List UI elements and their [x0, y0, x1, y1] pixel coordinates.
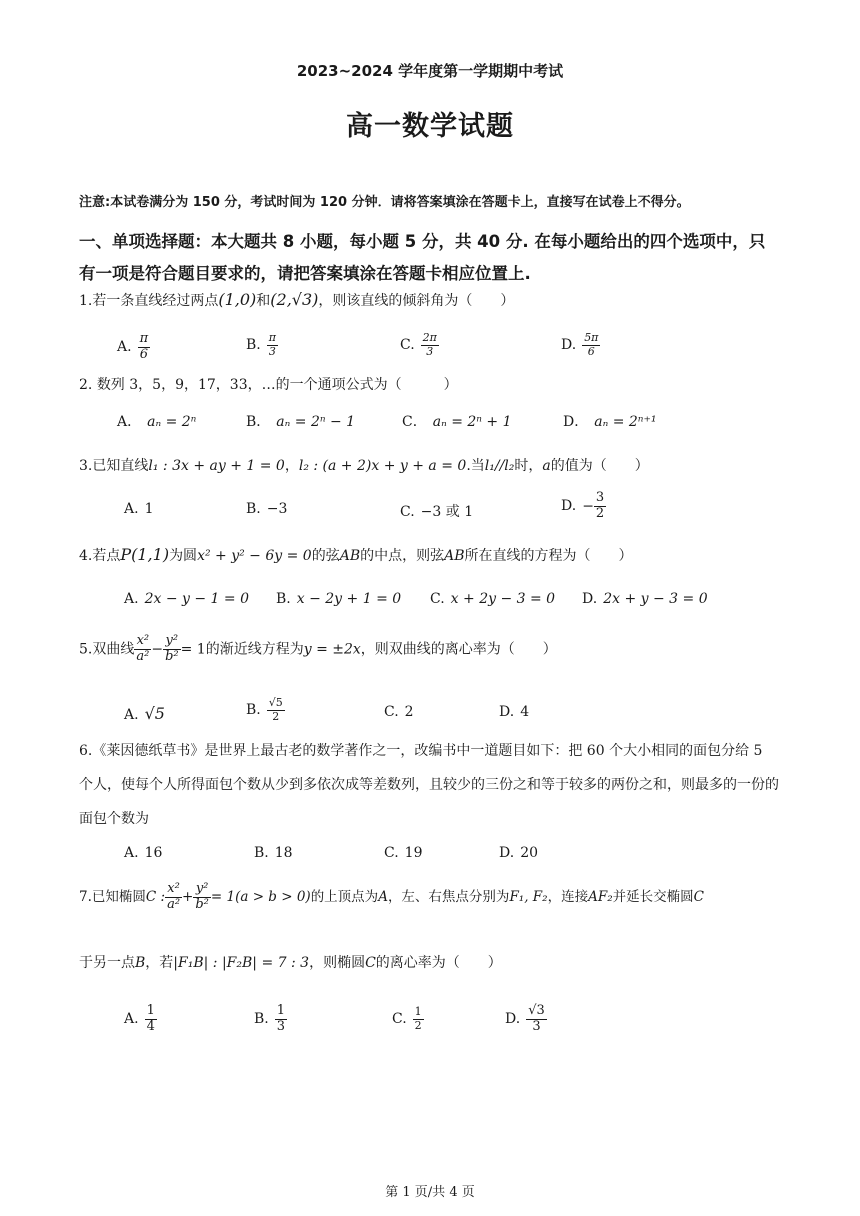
option-sign: −: [582, 498, 594, 515]
variable-a: a: [542, 458, 551, 474]
option-expression: 4: [520, 704, 530, 720]
option-label: D.: [582, 591, 598, 607]
option-label: B.: [254, 845, 269, 861]
q3-option-a[interactable]: [124, 501, 153, 517]
option-expression: 20: [520, 845, 539, 861]
option-numerator: √5: [268, 696, 283, 709]
question-1: [79, 290, 789, 310]
option-expression: x + 2y − 3 = 0: [450, 591, 556, 607]
q5-option-b[interactable]: [246, 697, 285, 723]
q7-option-a[interactable]: [124, 1004, 157, 1035]
exam-notice: 注意:本试卷满分为 150 分，考试时间为 120 分钟．请将答案填涂在答题卡上，直接写在试卷上不得分。: [79, 195, 690, 210]
option-label: D.: [561, 337, 577, 354]
q4-option-a[interactable]: [124, 591, 249, 607]
q4-option-b[interactable]: [276, 591, 401, 607]
fraction-denominator: a²: [167, 896, 181, 912]
question-text: 并延长交椭圆: [612, 888, 694, 905]
option-label: C．: [402, 414, 427, 430]
q2-option-d[interactable]: [563, 411, 656, 431]
question-7-line1: [79, 882, 789, 913]
equation-rhs: = 1: [180, 641, 206, 658]
option-expression: aₙ = 2ⁿ + 1: [432, 414, 512, 430]
option-denominator: 3: [426, 344, 434, 358]
option-denominator: 6: [139, 346, 148, 362]
equation-rhs: = 1(a > b > 0): [210, 888, 311, 905]
option-expression: 2x + y − 3 = 0: [603, 591, 708, 607]
fraction-denominator: b²: [165, 648, 179, 664]
option-label: D.: [499, 704, 515, 720]
option-expression: −3 或 1: [420, 504, 474, 520]
option-label: C.: [392, 1011, 407, 1028]
segment-af2: AF₂: [588, 888, 613, 905]
option-label: A．: [117, 414, 142, 430]
question-text: 为圆: [169, 548, 198, 564]
option-expression: 2x − y − 1 = 0: [144, 591, 249, 607]
line-l2-equation: l₂ : (a + 2)x + y + a = 0: [298, 458, 467, 474]
question-text: 的上顶点为: [310, 888, 379, 905]
question-text: 已知椭圆: [91, 888, 146, 905]
q6-option-d[interactable]: [499, 845, 538, 861]
question-text: 所在直线的方程为（ ）: [464, 548, 633, 564]
question-text: 的弦: [311, 548, 340, 564]
q7-option-b[interactable]: [254, 1004, 287, 1035]
option-denominator: 3: [276, 1018, 286, 1034]
ellipse-name: C :: [145, 888, 166, 905]
q6-option-b[interactable]: [254, 845, 293, 861]
point-a: A: [378, 888, 388, 905]
question-2: [79, 374, 789, 394]
question-text: ，则该直线的倾斜角为（ ）: [318, 293, 515, 309]
question-number: 3.: [79, 458, 93, 474]
ellipse-name: C: [693, 888, 704, 905]
question-text: 的值为（ ）: [550, 458, 649, 474]
option-expression: aₙ = 2ⁿ − 1: [276, 414, 356, 430]
option-label: D.: [505, 1011, 521, 1028]
question-text: ，: [284, 458, 299, 474]
option-expression: aₙ = 2ⁿ⁺¹: [594, 414, 657, 430]
point-1: (1,0): [218, 290, 257, 309]
option-label: A.: [124, 707, 139, 723]
question-text: 已知直线: [92, 458, 149, 474]
point-p: P(1,1): [120, 545, 170, 564]
foci: F₁, F₂: [509, 888, 548, 905]
question-7-line2: [79, 952, 789, 972]
question-number: 5.: [79, 641, 93, 658]
circle-equation: x² + y² − 6y = 0: [197, 548, 312, 564]
option-label: B.: [246, 337, 261, 354]
q5-option-a[interactable]: [124, 704, 165, 723]
question-text: 的渐近线方程为: [205, 641, 304, 658]
option-numerator: 5π: [584, 331, 599, 344]
ratio-condition: |F₁B| : |F₂B| = 7 : 3: [173, 955, 310, 971]
q5-option-c[interactable]: [384, 704, 414, 720]
option-denominator: 6: [587, 344, 595, 358]
option-expression: x − 2y + 1 = 0: [296, 591, 402, 607]
question-text: 数列 3，5，9，17，33，…的一个通项公式为（ ）: [96, 377, 458, 393]
question-text: ，连接: [547, 888, 589, 905]
question-number: 2.: [79, 377, 93, 393]
chord-ab: AB: [339, 548, 361, 564]
option-label: C.: [400, 504, 415, 520]
option-expression: −3: [266, 501, 288, 517]
option-numerator: 2π: [422, 331, 437, 344]
option-label: A.: [117, 339, 132, 356]
question-6: 6.《莱因德纸草书》是世界上最古老的数学著作之一，改编书中一道题目如下：把 60 个大小相同的面包分给 5 个人，使每个人所得面包个数从少到多依次成等差数列，且较少的三份之和等于较多的两份之和，则最多的一份的面包个数为: [79, 743, 779, 827]
question-number: 7.: [79, 888, 92, 905]
q7-option-d[interactable]: [505, 1004, 547, 1035]
q1-option-a[interactable]: [117, 332, 150, 363]
option-label: C.: [384, 704, 399, 720]
option-label: A.: [124, 501, 139, 517]
option-denominator: 2: [414, 1018, 422, 1032]
ellipse-name: C: [365, 955, 376, 971]
option-numerator: 1: [146, 1003, 155, 1018]
option-denominator: 2: [272, 709, 280, 723]
option-expression: aₙ = 2ⁿ: [147, 414, 197, 430]
parallel-condition: l₁//l₂: [484, 458, 515, 474]
q1-option-b[interactable]: [246, 332, 278, 358]
question-text: 的离心率为（ ）: [375, 955, 502, 971]
fraction-denominator: b²: [195, 896, 209, 912]
option-expression: 19: [404, 845, 423, 861]
question-4: [79, 545, 789, 565]
option-numerator: 3: [595, 490, 605, 505]
q1-option-d[interactable]: [561, 332, 600, 358]
fraction-numerator: y²: [193, 882, 211, 898]
question-text: 时，: [514, 458, 543, 474]
chord-ab: AB: [444, 548, 465, 564]
page-footer: 第 1 页/共 4 页: [385, 1185, 475, 1200]
question-text: ，左、右焦点分别为: [387, 888, 510, 905]
option-label: C.: [384, 845, 399, 861]
option-numerator: 1: [414, 1005, 422, 1018]
question-text: .当: [466, 458, 485, 474]
option-numerator: π: [268, 331, 276, 344]
section-heading-line2: 有一项是符合题目要求的，请把答案填涂在答题卡相应位置上.: [79, 264, 531, 283]
option-label: D．: [563, 414, 589, 430]
question-text: ，则双曲线的离心率为（ ）: [360, 641, 557, 658]
option-denominator: 3: [268, 344, 276, 358]
question-text: 若点: [92, 548, 121, 564]
question-text: ，则椭圆: [309, 955, 366, 971]
operator: −: [151, 641, 164, 658]
point-2: (2,√3): [270, 290, 319, 309]
question-5: [79, 634, 789, 665]
question-text: 和: [256, 293, 271, 309]
option-expression: √5: [144, 704, 165, 723]
q4-option-c[interactable]: [430, 591, 555, 607]
line-l1-equation: l₁ : 3x + ay + 1 = 0: [148, 458, 285, 474]
option-numerator: √3: [528, 1003, 545, 1018]
option-label: B.: [254, 1011, 269, 1028]
option-label: C.: [400, 337, 415, 354]
question-text: 于另一点: [79, 955, 135, 971]
exam-term-heading: 2023~2024 学年度第一学期期中考试: [296, 62, 564, 80]
option-label: C.: [430, 591, 445, 607]
question-3: [79, 455, 789, 475]
question-number: 4.: [79, 548, 93, 564]
fraction-denominator: a²: [136, 648, 150, 664]
option-label: D.: [499, 845, 515, 861]
q2-option-b[interactable]: [246, 411, 355, 431]
q7-option-c[interactable]: [392, 1006, 424, 1032]
q2-option-a[interactable]: [117, 411, 196, 431]
option-denominator: 2: [595, 505, 605, 521]
question-text: 双曲线: [92, 641, 135, 658]
fraction-numerator: y²: [163, 634, 181, 650]
q2-option-c[interactable]: [402, 411, 512, 431]
option-expression: 2: [404, 704, 414, 720]
q1-option-c[interactable]: [400, 332, 439, 358]
section-heading-line1: 一、单项选择题：本大题共 8 小题，每小题 5 分，共 40 分. 在每小题给出的四个选项中，只: [79, 232, 766, 251]
fraction-numerator: x²: [165, 882, 182, 898]
option-expression: 1: [144, 501, 154, 517]
subject-title: 高一数学试题: [346, 111, 514, 142]
operator: +: [182, 888, 194, 905]
option-denominator: 4: [146, 1018, 155, 1034]
question-text: ，若: [145, 955, 174, 971]
q3-option-b[interactable]: [246, 501, 287, 517]
option-label: B.: [246, 501, 261, 517]
q5-option-d[interactable]: [499, 704, 529, 720]
option-numerator: π: [139, 331, 149, 346]
q6-option-c[interactable]: [384, 845, 423, 861]
q3-option-d[interactable]: [561, 491, 606, 522]
option-label: B.: [276, 591, 291, 607]
option-label: A.: [124, 1011, 139, 1028]
q4-option-d[interactable]: [582, 591, 708, 607]
question-text: 若一条直线经过两点: [92, 293, 219, 309]
option-denominator: 3: [532, 1018, 541, 1034]
option-numerator: 1: [276, 1003, 286, 1018]
option-label: A.: [124, 845, 139, 861]
option-expression: 18: [274, 845, 293, 861]
asymptote-equation: y = ±2x: [303, 641, 361, 658]
option-label: D.: [561, 498, 577, 515]
point-b: B: [135, 955, 146, 971]
question-number: 1.: [79, 293, 93, 309]
q3-option-c[interactable]: [400, 501, 473, 521]
question-text: 的中点，则弦: [360, 548, 445, 564]
option-label: B.: [246, 702, 261, 719]
fraction-numerator: x²: [134, 634, 151, 650]
option-expression: 16: [144, 845, 163, 861]
option-label: B．: [246, 414, 271, 430]
q6-option-a[interactable]: [124, 845, 162, 861]
option-label: A.: [124, 591, 139, 607]
